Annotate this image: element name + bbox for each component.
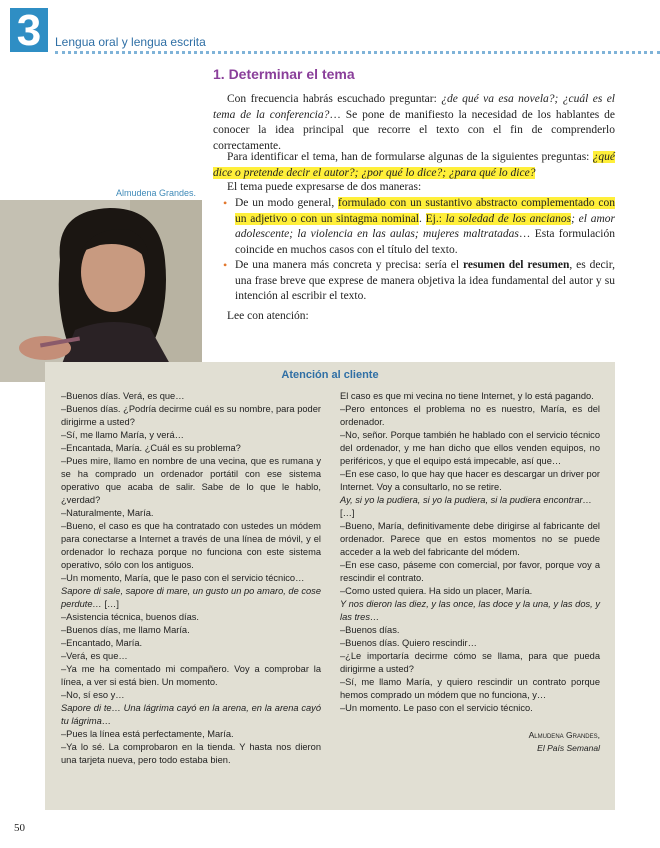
bullet-general-tail: … Esta formulación coincide en muchos casos con el título del texto. bbox=[235, 228, 615, 256]
dialogue-line: –Buenos días. bbox=[340, 625, 400, 635]
dialogue-line: –No, sí eso y… bbox=[61, 690, 125, 700]
questions-paragraph bbox=[213, 150, 615, 181]
header-divider bbox=[55, 51, 660, 54]
intro-text-b: … Se pone de manifiesto la necesidad de los hablantes de conocer la idea principal que recorre el texto con el fin de comprenderlo correctamente. bbox=[213, 108, 615, 152]
dialogue-line: –Buenos días. ¿Podría decirme cuál es su nombre, para poder dirigirme a usted? bbox=[61, 404, 321, 427]
example-label: Ej.: bbox=[425, 212, 446, 225]
chapter-title: Lengua oral y lengua escrita bbox=[55, 35, 206, 49]
bullet-marker: • bbox=[223, 196, 228, 210]
song-lyric: Y nos dieron las diez, y las once, las doce y la una, y las dos, y las tres… bbox=[340, 599, 600, 622]
bullet-concrete bbox=[223, 258, 615, 305]
song-lyric-text: Sapore di sale, sapore di mare, un gusto un po amaro, de cose perdute… bbox=[61, 586, 321, 609]
section-title: 1. Determinar el tema bbox=[213, 66, 355, 82]
song-lyric: Sapore di te… Una lágrima cayó en la arena, en la arena cayó tu lágrima… bbox=[61, 703, 321, 726]
dialogue-line: –Buenos días. Verá, es que… bbox=[61, 391, 185, 401]
questions-intro: Para identificar el tema, han de formularse algunas de la siguientes preguntas: bbox=[227, 151, 593, 163]
portrait-illustration bbox=[0, 200, 202, 382]
dialogue-line: –Ya lo sé. La comprobaron en la tienda. Y hasta nos dieron una tarjeta nueva, pero todo estaba bien. bbox=[61, 742, 321, 765]
dialogue-line: –En ese caso, páseme con comercial, por favor, porque voy a rescindir el contrato. bbox=[340, 560, 600, 583]
bullet-marker: • bbox=[223, 258, 228, 272]
bullet-general-lead: De un modo general, bbox=[235, 197, 338, 209]
author-photo bbox=[0, 200, 202, 382]
dialogue-left-column bbox=[61, 390, 321, 767]
dialogue-line: –Encantado, María. bbox=[61, 638, 143, 648]
dialogue-line: –Pues la línea está perfectamente, María. bbox=[61, 729, 234, 739]
song-lyric bbox=[61, 585, 321, 611]
reading-box-title: Atención al cliente bbox=[281, 369, 379, 381]
intro-paragraph bbox=[213, 92, 615, 154]
dialogue-line: –Sí, me llamo María, y verá… bbox=[61, 430, 184, 440]
dialogue-right-column bbox=[340, 390, 600, 755]
source-byline bbox=[340, 729, 600, 755]
dialogue-line: –En ese caso, lo que hay que hacer es descargar un driver por Internet. Voy a consultarlo, no se retire. bbox=[340, 469, 600, 492]
dialogue-line: –Pues mire, llamo en nombre de una vecina, que es rumana y se ha comprado un ordenador portátil con ese sistema operativo que acaba de salir. Sabe de lo que le hablo, ¿verdad? bbox=[61, 456, 321, 505]
intro-text-a: Con frecuencia habrás escuchado preguntar: bbox=[227, 93, 442, 105]
dialogue-line: –Verá, es que… bbox=[61, 651, 128, 661]
dialogue-line: –Bueno, María, definitivamente debe dirigirse al fabricante del ordenador. Parece que en estos momentos no se puede acceder a la web del fabricante del módem. bbox=[340, 521, 600, 557]
highlighted-questions: ¿qué dice o pretende decir el autor?; ¿por qué lo dice?; ¿para qué lo dice? bbox=[213, 151, 615, 179]
examples: ; el amor adolescente; la violencia en las aulas; mujeres maltratadas bbox=[235, 212, 615, 241]
omission-mark: […] bbox=[340, 508, 355, 518]
dialogue-line: –Ya me ha comentado mi compañero. Voy a comprobar la línea, a ver si está bien. Un momento. bbox=[61, 664, 321, 687]
page-number: 50 bbox=[14, 822, 25, 834]
omission-mark: […] bbox=[104, 599, 119, 609]
bullet-concrete-tail: , es decir, una frase breve que exprese de manera objetiva la idea fundamental del autor y su intención al escribir el texto. bbox=[235, 259, 615, 303]
dialogue-line: El caso es que mi vecina no tiene Internet, y lo está pagando. bbox=[340, 391, 594, 401]
source-publication: El País Semanal bbox=[537, 743, 600, 753]
bullet-general-sep: . bbox=[419, 212, 426, 225]
dialogue-line: –Como usted quiera. Ha sido un placer, María. bbox=[340, 586, 533, 596]
dialogue-line: –Bueno, el caso es que ha contratado con ustedes un módem para conectarse a Internet a través de una línea de móvil, y el ordenador lo rechaza porque no funciona con este sistema operativo, sólo con los antiguos. bbox=[61, 521, 321, 570]
dialogue-line: –Asistencia técnica, buenos días. bbox=[61, 612, 199, 622]
chapter-number-badge: 3 bbox=[10, 8, 48, 52]
author-name: Almudena Grandes, bbox=[528, 730, 600, 740]
dialogue-line: –¿Le importaría decirme cómo se llama, para que pueda dirigirme a usted? bbox=[340, 651, 600, 674]
dialogue-line: –Pero entonces el problema no es nuestro, María, es del ordenador. bbox=[340, 404, 600, 427]
dialogue-line: –Encantada, María. ¿Cuál es su problema? bbox=[61, 443, 241, 453]
dialogue-line: –Un momento, María, que le paso con el servicio técnico… bbox=[61, 573, 305, 583]
bullet-general-highlight: formulado con un sustantivo abstracto complementado con un adjetivo o con un sintagma nominal bbox=[235, 197, 615, 225]
read-prompt: Lee con atención: bbox=[227, 310, 309, 322]
bullet-general bbox=[223, 196, 615, 258]
song-lyric: Ay, si yo la pudiera, si yo la pudiera, si la pudiera encontrar… bbox=[340, 495, 592, 505]
photo-caption: Almudena Grandes. bbox=[116, 188, 197, 198]
bullet-concrete-bold: resumen del resumen bbox=[462, 259, 570, 271]
example-highlight: la soledad de los ancianos bbox=[445, 212, 572, 225]
intro-questions: ¿de qué va esa novela?; ¿cuál es el tema de la conferencia? bbox=[213, 93, 615, 121]
dialogue-line: –Un momento. Le paso con el servicio técnico. bbox=[340, 703, 533, 713]
dialogue-line: –Naturalmente, María. bbox=[61, 508, 154, 518]
dialogue-line: –Buenos días, me llamo María. bbox=[61, 625, 190, 635]
dialogue-line: –No, señor. Porque también he hablado con el servicio técnico del ordenador, y me han dicho que ellos venden equipos, no periféricos, y que el equipo está impecable, así que… bbox=[340, 430, 600, 466]
dialogue-line: –Buenos días. Quiero rescindir… bbox=[340, 638, 477, 648]
ways-paragraph: El tema puede expresarse de dos maneras: bbox=[227, 181, 422, 193]
dialogue-line: –Sí, me llamo María, y quiero rescindir un contrato porque hemos comprado un módem que no funciona, y… bbox=[340, 677, 600, 700]
bullet-concrete-lead: De una manera más concreta y precisa: sería el bbox=[235, 259, 463, 271]
